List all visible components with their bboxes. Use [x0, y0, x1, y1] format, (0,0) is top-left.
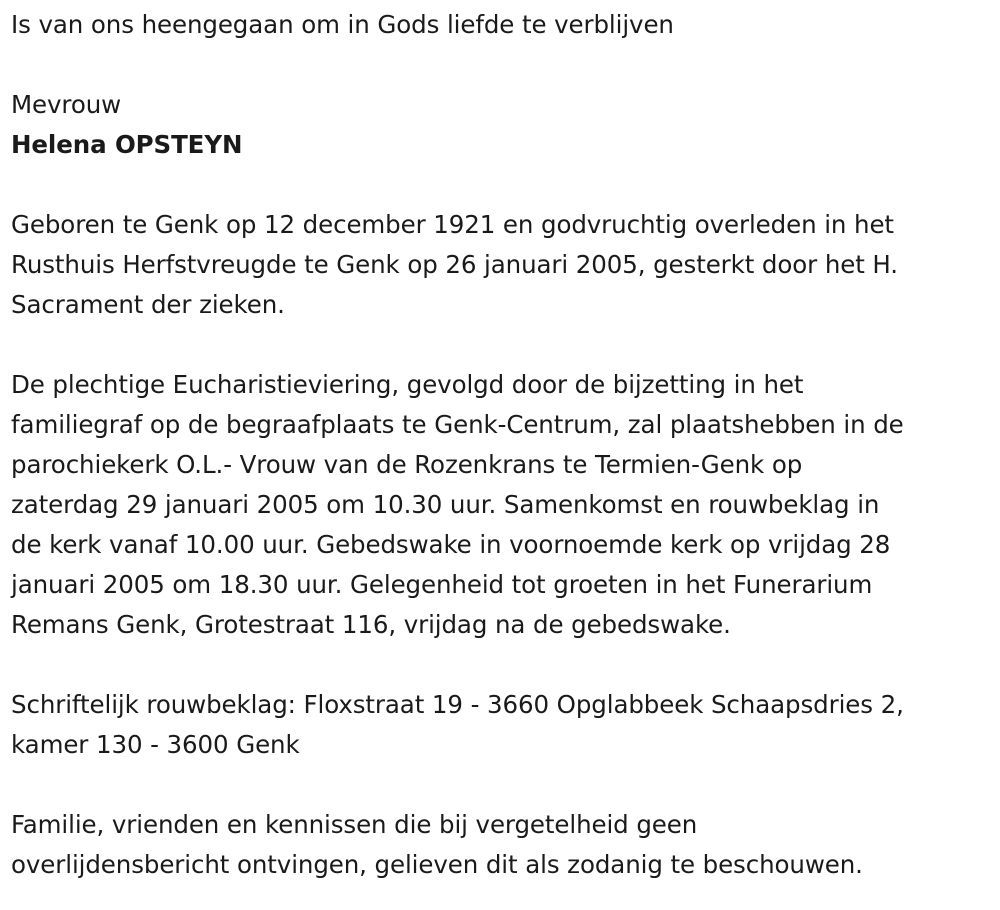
paragraph-line: Geboren te Genk op 12 december 1921 en godvruchtig overleden in het [11, 210, 894, 239]
ceremony-paragraph [11, 365, 996, 645]
paragraph-line: de kerk vanaf 10.00 uur. Gebedswake in voornoemde kerk op vrijdag 28 [11, 530, 891, 559]
spacer [11, 45, 996, 85]
obituary-document [11, 5, 996, 885]
paragraph-line: Remans Genk, Grotestraat 116, vrijdag na de gebedswake. [11, 610, 731, 639]
spacer [11, 645, 996, 685]
paragraph-line: Familie, vrienden en kennissen die bij vergetelheid geen [11, 810, 698, 839]
paragraph-line: parochiekerk O.L.- Vrouw van de Rozenkrans te Termien-Genk op [11, 450, 803, 479]
spacer [11, 165, 996, 205]
condolence-paragraph [11, 685, 996, 765]
paragraph-line: Rusthuis Herfstvreugde te Genk op 26 januari 2005, gesterkt door het H. [11, 250, 898, 279]
paragraph-line: kamer 130 - 3600 Genk [11, 730, 300, 759]
paragraph-line: zaterdag 29 januari 2005 om 10.30 uur. Samenkomst en rouwbeklag in [11, 490, 880, 519]
paragraph-line: januari 2005 om 18.30 uur. Gelegenheid tot groeten in het Funerarium [11, 570, 873, 599]
paragraph-line: familiegraf op de begraafplaats te Genk-Centrum, zal plaatshebben in de [11, 410, 904, 439]
paragraph-line: De plechtige Eucharistieviering, gevolgd door de bijzetting in het [11, 370, 804, 399]
spacer [11, 765, 996, 805]
closing-paragraph [11, 805, 996, 885]
birth-death-paragraph [11, 205, 996, 325]
intro-line: Is van ons heengegaan om in Gods liefde te verblijven [11, 10, 674, 39]
spacer [11, 325, 996, 365]
paragraph-line: Sacrament der zieken. [11, 290, 285, 319]
salutation: Mevrouw [11, 90, 122, 119]
paragraph-line: Schriftelijk rouwbeklag: Floxstraat 19 - 3660 Opglabbeek Schaapsdries 2, [11, 690, 904, 719]
paragraph-line: overlijdensbericht ontvingen, gelieven dit als zodanig te beschouwen. [11, 850, 863, 879]
deceased-name: Helena OPSTEYN [11, 130, 243, 159]
